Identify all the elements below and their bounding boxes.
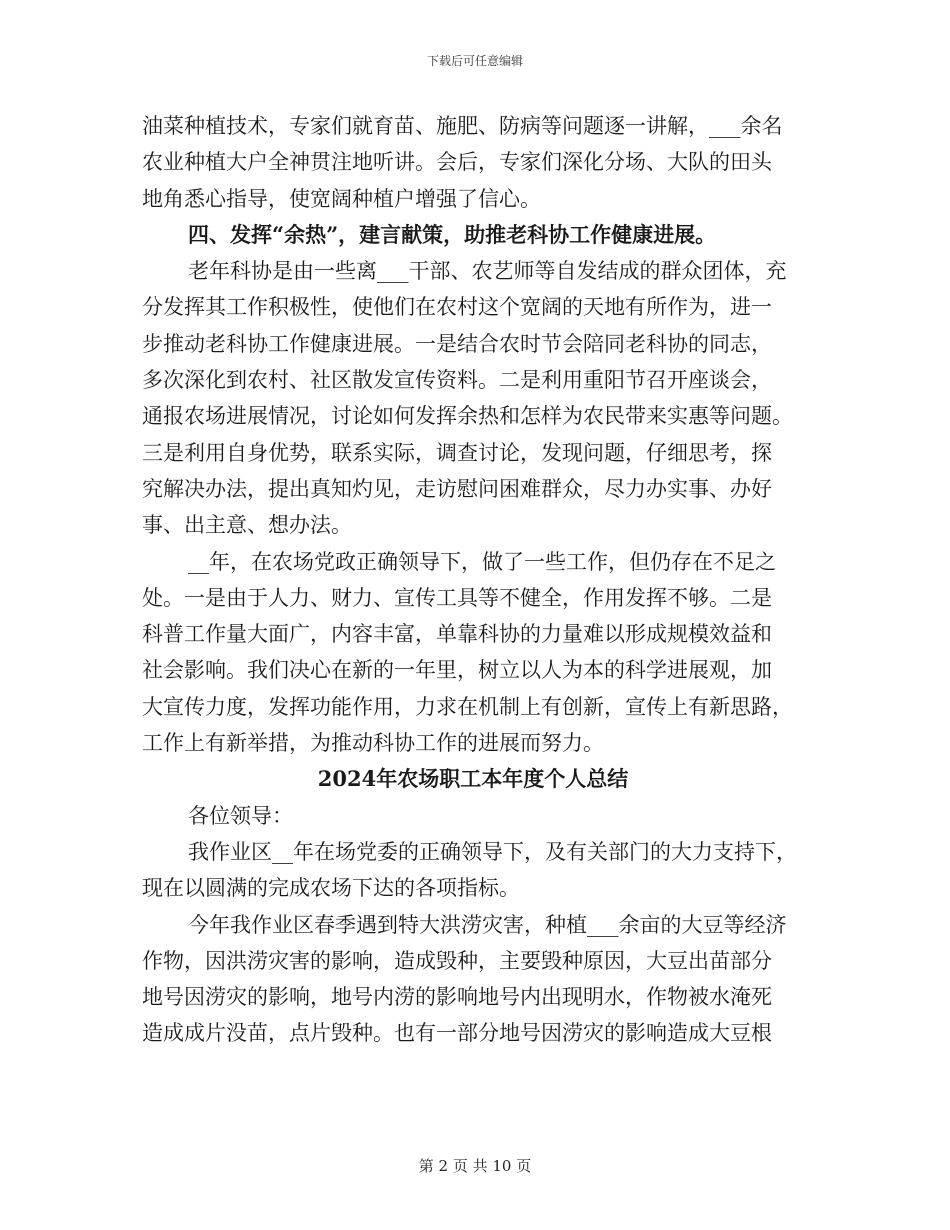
body-line: 油菜种植技术，专家们就育苗、施肥、防病等问题逐一讲解，___余名 (142, 114, 783, 138)
body-line: 造成成片没苗，点片毁种。也有一部分地号因涝灾的影响造成大豆根 (142, 1021, 772, 1046)
body-line: 处。一是由于人力、财力、宣传工具等不健全，作用发挥不够。二是 (142, 585, 772, 610)
section-heading: 四、发挥“余热”，建言献策，助推老科协工作健康进展。 (188, 221, 717, 247)
body-line: 农业种植大户全神贯注地听讲。会后，专家们深化分场、大队的田头 (142, 150, 772, 175)
body-line: 地角悉心指导，使宽阔种植户增强了信心。 (142, 186, 541, 211)
body-line: 究解决办法，提出真知灼见，走访慰问困难群众，尽力办实事、办好 (142, 476, 772, 501)
document-body (142, 108, 804, 1052)
body-line: 老年科协是由一些离___干部、农艺师等自发结成的群众团体，充 (188, 259, 787, 284)
body-line: 事、出主意、想办法。 (142, 513, 352, 538)
body-line: 科普工作量大面广，内容丰富，单靠科协的力量难以形成规模效益和 (142, 622, 772, 647)
body-line: 地号因涝灾的影响，地号内涝的影响地号内出现明水，作物被水淹死 (142, 985, 772, 1010)
body-line: 步推动老科协工作健康进展。一是结合农时节会陪同老科协的同志， (142, 331, 772, 356)
body-line: 社会影响。我们决心在新的一年里，树立以人为本的科学进展观，加 (142, 658, 772, 683)
body-line: 多次深化到农村、社区散发宣传资料。二是利用重阳节召开座谈会， (142, 368, 772, 393)
body-line: 分发挥其工作积极性，使他们在农村这个宽阔的天地有所作为，进一 (142, 295, 772, 320)
body-line: 工作上有新举措，为推动科协工作的进展而努力。 (142, 731, 604, 756)
body-line: 通报农场进展情况，讨论如何发挥余热和怎样为农民带来实惠等问题。 (142, 404, 793, 429)
body-line: 现在以圆满的完成农场下达的各项指标。 (142, 876, 520, 901)
page-header: 下载后可任意编辑 (426, 54, 523, 68)
body-line: 三是利用自身优势，联系实际，调查讨论，发现问题，仔细思考，探 (142, 440, 772, 465)
body-line: 我作业区__年在场党委的正确领导下，及有关部门的大力支持下， (188, 839, 797, 864)
body-line: __年，在农场党政正确领导下，做了一些工作，但仍存在不足之 (188, 549, 776, 574)
body-line: 作物，因洪涝灾害的影响，造成毁种，主要毁种原因，大豆出苗部分 (142, 948, 772, 973)
document-title: 2024年农场职工本年度个人总结 (317, 766, 629, 792)
page-footer: 第 2 页 共 10 页 (418, 1157, 532, 1175)
salutation: 各位领导： (188, 803, 293, 828)
body-line: 大宣传力度，发挥功能作用，力求在机制上有创新，宣传上有新思路， (142, 694, 793, 719)
body-line: 今年我作业区春季遇到特大洪涝灾害，种植___余亩的大豆等经济 (188, 912, 787, 937)
